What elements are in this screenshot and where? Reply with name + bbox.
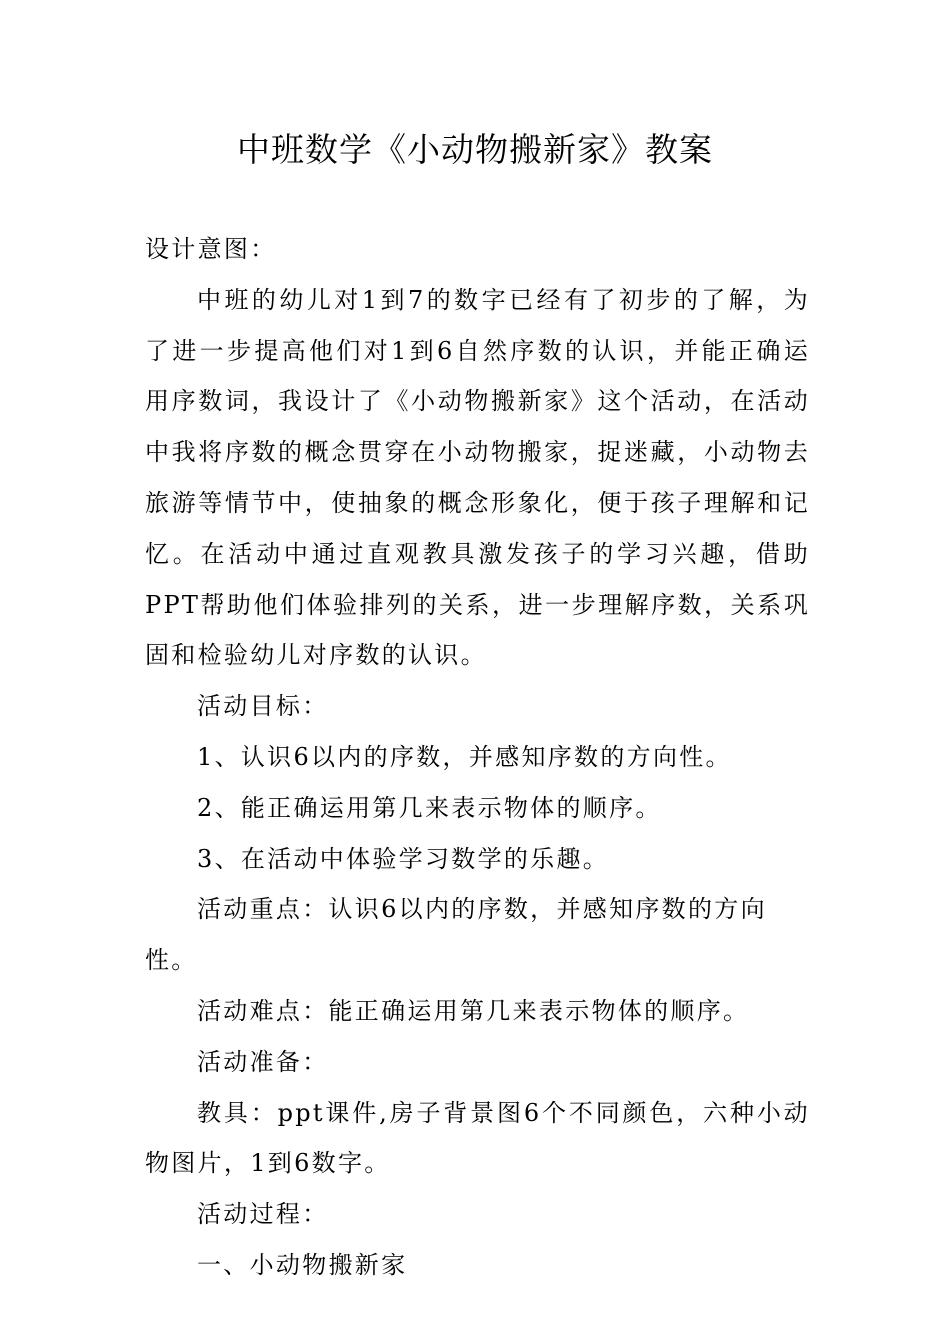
section-heading-preparation: 活动准备： [197, 1047, 329, 1076]
activity-key-point: 活动重点：认识6以内的序数，并感知序数的方向性。 [145, 895, 767, 975]
paragraph-teaching-aids: 教具：ppt课件,房子背景图6个不同颜色，六种小动物图片，1到6数字。 [145, 1098, 810, 1178]
goal-item-3: 3、在活动中体验学习数学的乐趣。 [197, 844, 610, 873]
section-heading-activity-goals: 活动目标： [197, 692, 329, 721]
section-heading-process: 活动过程： [197, 1200, 329, 1229]
activity-difficulty: 活动难点：能正确运用第几来表示物体的顺序。 [197, 996, 750, 1025]
document-body [145, 224, 810, 1291]
goal-item-2: 2、能正确运用第几来表示物体的顺序。 [197, 793, 662, 822]
process-step-1: 一、小动物搬新家 [197, 1250, 408, 1279]
document-title: 中班数学《小动物搬新家》教案 [237, 130, 713, 169]
goal-item-1: 1、认识6以内的序数，并感知序数的方向性。 [197, 742, 732, 771]
paragraph-design-intent: 中班的幼儿对1到7的数字已经有了初步的了解，为了进一步提高他们对1到6自然序数的认识，并能正确运用序数词，我设计了《小动物搬新家》这个活动，在活动中我将序数的概念贯穿在小动物搬家，捉迷藏，小动物去旅游等情节中，使抽象的概念形象化，便于孩子理解和记忆。在活动中通过直观教具激发孩子的学习兴趣，借助PPT帮助他们体验排列的关系，进一步理解序数，关系巩固和检验幼儿对序数的认识。 [145, 285, 810, 670]
section-heading-design-intent: 设计意图： [145, 235, 277, 263]
